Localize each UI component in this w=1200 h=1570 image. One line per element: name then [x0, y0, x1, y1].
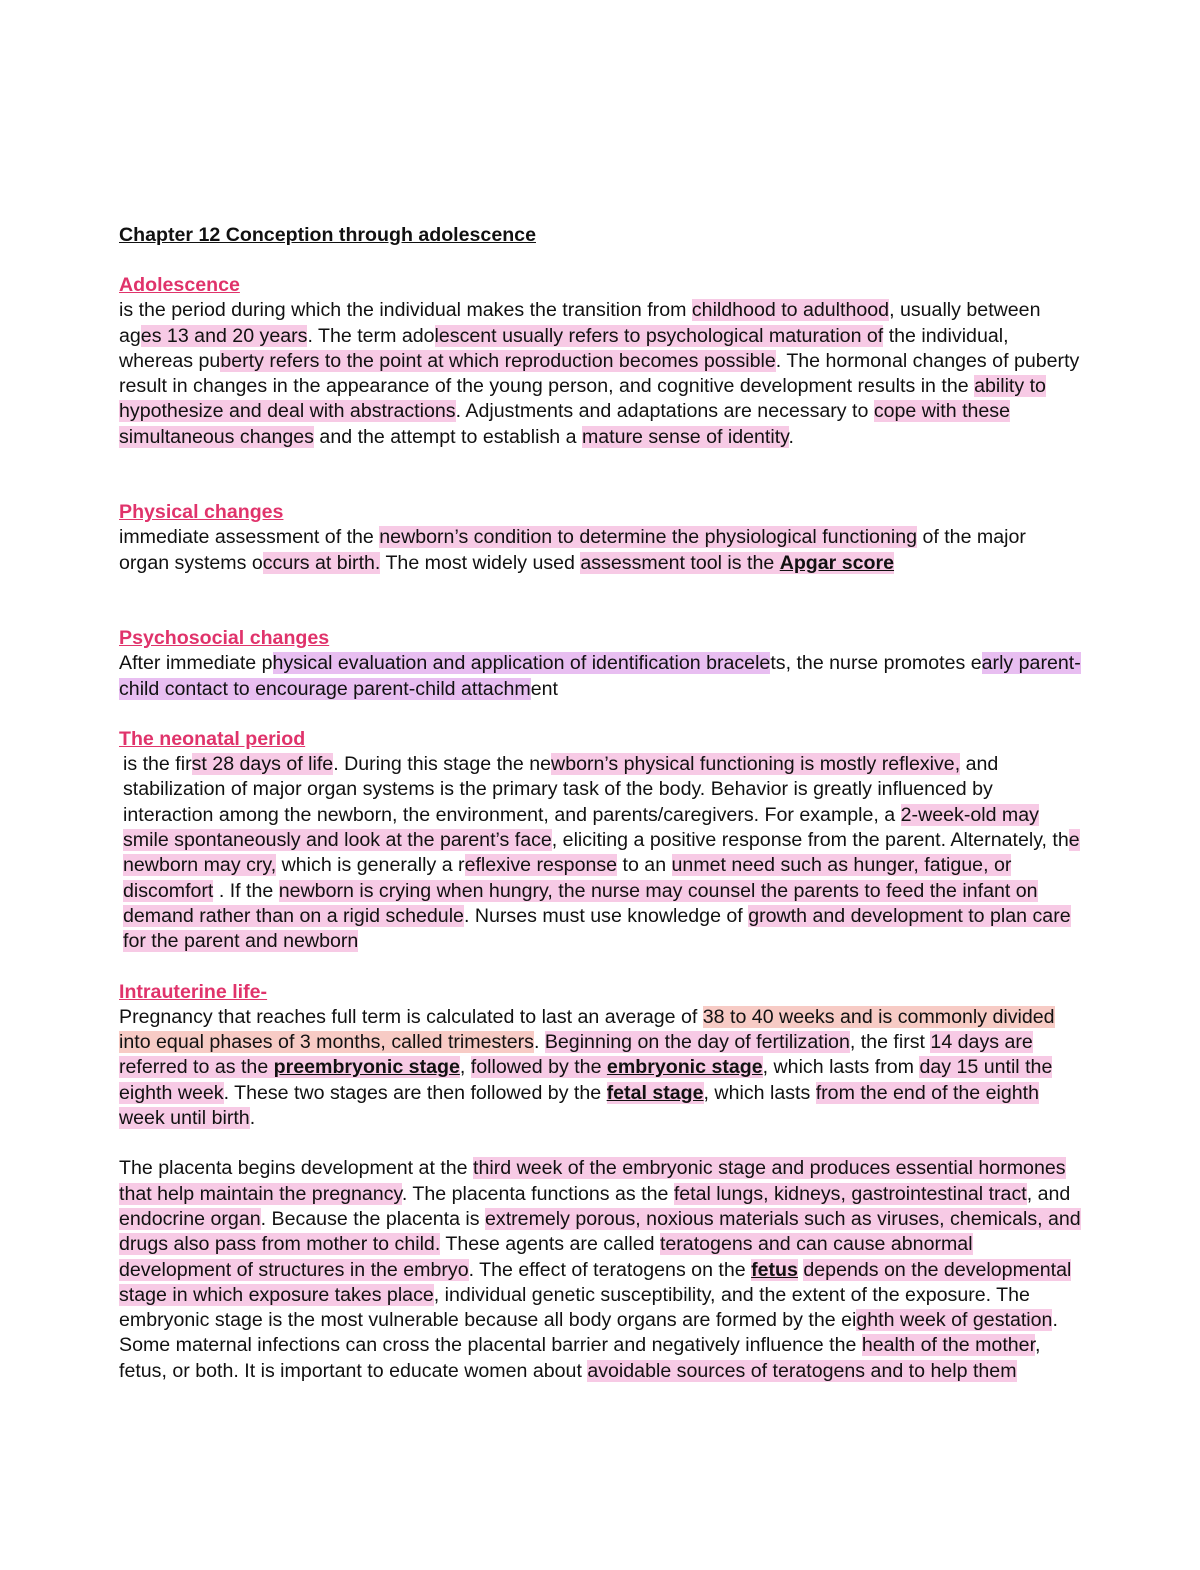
chapter-title: Chapter 12 Conception through adolescence [119, 224, 536, 246]
text-run: After immediate p [119, 652, 273, 675]
heading-physical-changes: Physical changes [119, 501, 284, 524]
text-run: . These two stages are then followed by the [223, 1081, 607, 1104]
highlight-run: third week of the embryonic stage and produces essential hormones [473, 1157, 1066, 1180]
text-run: , which lasts from [762, 1056, 920, 1079]
text-run: , the first [849, 1031, 931, 1054]
highlight-run: arly parent-child contact to encourage parent-child attachm [119, 652, 1081, 700]
text-run: to an [617, 854, 672, 877]
text-run: ent [530, 677, 558, 700]
text-run: and stabilization of major organ systems is the primary task of the body. Behavior is greatly influenced by interaction among the newborn, the environment, and parents/caregivers. For example, a [123, 753, 999, 826]
text-run: . [788, 425, 794, 448]
highlight-run: growth and development to plan care for the parent and newborn [123, 904, 1071, 953]
highlight-run: assessment tool is the [580, 551, 780, 574]
text-run: . [533, 1031, 545, 1054]
highlight-run: eflexive response [464, 854, 618, 877]
term-preembryonic-stage: preembryonic stage [273, 1056, 460, 1079]
text-run: and the attempt to establish a [313, 425, 582, 448]
highlight-run: 38 to 40 weeks and is commonly divided into equal phases of 3 months, called trimesters [119, 1005, 1055, 1054]
text-run: , fetus, or both. It is important to educate women about [119, 1334, 1041, 1382]
text-run: . Some maternal infections can cross the placental barrier and negatively influence the [119, 1309, 1058, 1357]
highlight-run: st 28 days of life [191, 753, 334, 776]
text-run: of the major organ systems o [119, 526, 1026, 574]
text-run: is the period during which the individual makes the transition from [119, 299, 692, 322]
highlight-run: extremely porous, noxious materials such as viruses, chemicals, and drugs also pass from mother to child. [119, 1207, 1081, 1256]
highlight-run: childhood to adulthood [691, 299, 890, 322]
text-run: . The placenta functions as the [401, 1182, 674, 1205]
paragraph-psychosocial-changes [119, 651, 1081, 702]
term-fetus: fetus [751, 1258, 798, 1281]
highlight-run: endocrine organ [119, 1207, 261, 1230]
heading-adolescence: Adolescence [119, 274, 240, 296]
term-apgar-score: Apgar score [779, 551, 895, 574]
paragraph-neonatal-period [119, 752, 1081, 954]
text-run: . The effect of teratogens on the [468, 1258, 752, 1281]
highlight-run: depends on the developmental stage in which exposure takes place [119, 1258, 1072, 1306]
highlight-run: newborn is crying when hungry, the nurse may counsel the parents to feed the infant on demand rather than on a rigid schedule [123, 879, 1038, 927]
text-run: . Because the placenta is [260, 1207, 486, 1230]
text-run: the individual, whereas pu [119, 324, 1009, 372]
text-run: immediate assessment of the [119, 526, 380, 549]
highlight-run: lescent usually refers to psychological maturation of [434, 324, 884, 347]
document-body [119, 222, 1081, 1384]
paragraph-intrauterine-life [119, 1005, 1081, 1131]
paragraph-physical-changes [119, 525, 1081, 576]
highlight-run: Beginning on the day of fertilization [544, 1031, 850, 1054]
highlight-run: wborn’s physical functioning is mostly reflexive, [551, 753, 961, 776]
text-run: . Adjustments and adaptations are necessary to [455, 400, 874, 423]
text-run: Pregnancy that reaches full term is calculated to last an average of [119, 1005, 703, 1028]
highlight-run: ghth week of gestation [856, 1309, 1053, 1332]
text-run: , eliciting a positive response from the parent. Alternately, th [551, 829, 1069, 852]
highlight-run: cope with these simultaneous changes [119, 400, 1010, 448]
text-run: . [249, 1107, 256, 1130]
text-run: . The hormonal changes of puberty result in changes in the appearance of the young person, and cognitive development results in the [119, 349, 1080, 398]
highlight-run: hysical evaluation and application of identification bracele [272, 652, 771, 675]
highlight-run: unmet need such as hunger, fatigue, or discomfort [123, 854, 1012, 902]
paragraph-placenta [119, 1156, 1081, 1384]
text-run: ts, the nurse promotes e [770, 652, 982, 675]
text-run: . If the [213, 879, 279, 902]
highlight-run: fetal lungs, kidneys, gastrointestinal tract [673, 1182, 1027, 1205]
heading-intrauterine-life: Intrauterine life- [119, 980, 268, 1003]
text-run: which is generally a r [276, 854, 465, 877]
highlight-run: berty refers to the point at which reproduction becomes possible [220, 349, 776, 372]
text-run: is the fir [123, 753, 192, 776]
highlight-run: ccurs at birth. [262, 551, 381, 574]
highlight-run: 14 days are referred to as the [119, 1031, 1033, 1079]
highlight-run: that help maintain the pregnancy [119, 1182, 402, 1205]
highlight-run: ability to hypothesize and deal with abstractions [119, 375, 1046, 423]
text-run: , usually between ag [119, 299, 1041, 347]
highlight-run: newborn’s condition to determine the physiological functioning [379, 526, 917, 549]
text-run: These agents are called [440, 1233, 660, 1256]
highlight-run: health of the mother [861, 1334, 1036, 1357]
text-run: . The term ado [307, 324, 435, 347]
highlight-run: day 15 until the eighth week [119, 1056, 1053, 1104]
term-embryonic-stage: embryonic stage [606, 1056, 763, 1079]
text-run: , and [1026, 1182, 1071, 1205]
highlight-run: 2-week-old may smile spontaneously and look at the parent’s face [123, 803, 1039, 852]
highlight-run: followed by the [470, 1056, 607, 1079]
text-run: The most widely used [380, 551, 581, 574]
heading-psychosocial-changes: Psychosocial changes [119, 626, 330, 649]
text-run: , individual genetic susceptibility, and the extent of the exposure. The embryonic stage is the most vulnerable because all body organs are formed by the ei [119, 1283, 1030, 1332]
highlight-run: es 13 and 20 years [140, 324, 308, 347]
paragraph-adolescence [119, 298, 1081, 450]
highlight-run: from the end of the eighth week until birth [119, 1081, 1040, 1130]
term-fetal-stage: fetal stage [606, 1081, 704, 1104]
text-run: , which lasts [703, 1081, 816, 1104]
highlight-run: avoidable sources of teratogens and to help them [587, 1359, 1017, 1382]
highlight-run: e newborn may cry, [123, 829, 1080, 877]
text-run: , [459, 1056, 471, 1079]
highlight-run: mature sense of identity [581, 425, 789, 448]
highlight-run: teratogens and can cause abnormal development of structures in the embryo [119, 1233, 973, 1281]
text-run: . Nurses must use knowledge of [463, 904, 749, 927]
text-run: The placenta begins development at the [119, 1157, 474, 1180]
text-run: . During this stage the ne [333, 753, 552, 776]
heading-neonatal-period: The neonatal period [119, 727, 306, 750]
